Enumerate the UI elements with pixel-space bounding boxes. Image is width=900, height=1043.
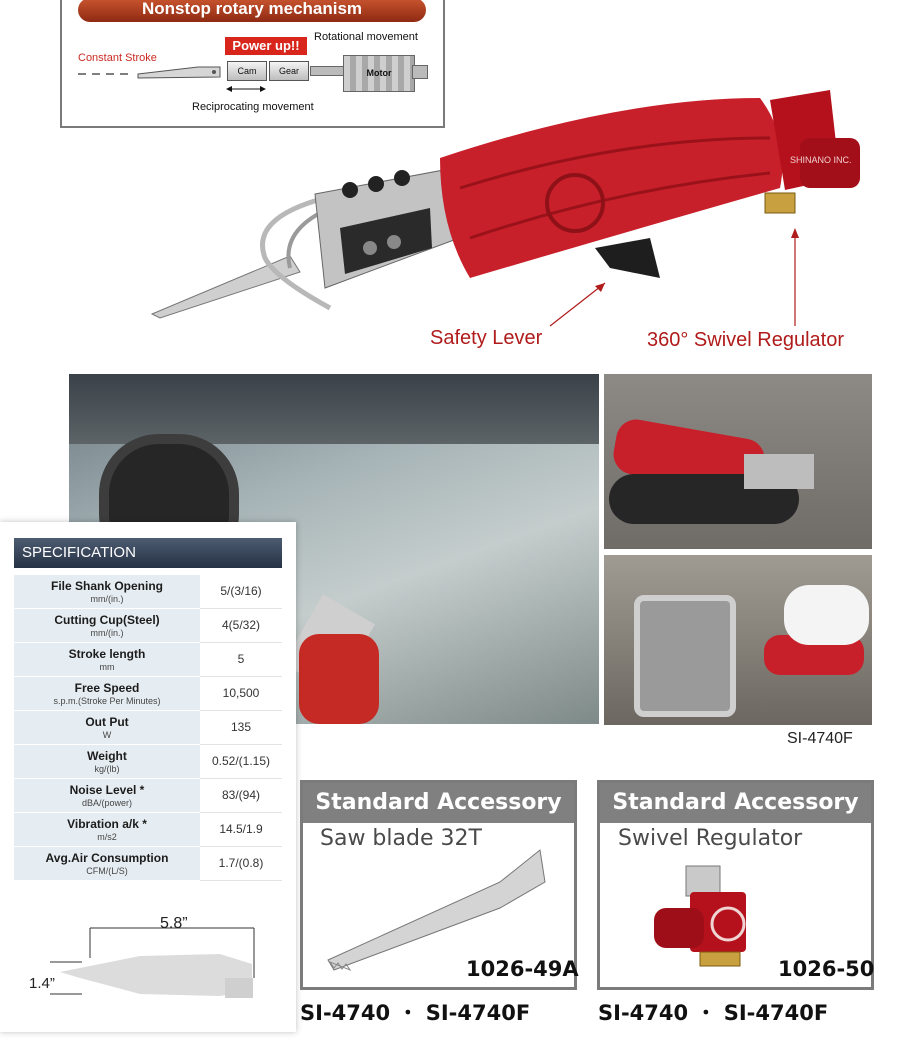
- spec-unit: dBA/(power): [81, 798, 133, 808]
- spec-value: 14.5/1.9: [200, 813, 282, 847]
- dimension-drawing: [20, 920, 270, 1015]
- accessory-heading: Standard Accessory: [303, 783, 574, 823]
- accessory-models: SI-4740 ・ SI-4740F: [300, 1001, 531, 1025]
- air-saw-tool-image: [140, 78, 880, 328]
- spec-row: [14, 745, 282, 779]
- spec-unit: mm: [99, 662, 115, 672]
- accessory-models: SI-4740 ・ SI-4740F: [598, 1001, 829, 1025]
- spec-value: 1.7/(0.8): [200, 847, 282, 881]
- spec-unit: mm/(in.): [90, 594, 124, 604]
- accessory-name: Saw blade 32T: [320, 826, 482, 851]
- spec-row: [14, 813, 282, 847]
- rotational-movement-label: Rotational movement: [314, 31, 418, 43]
- accessory-code: 1026-49A: [466, 957, 579, 981]
- motor-shaft: [310, 66, 346, 76]
- cam-box: Cam: [227, 61, 267, 81]
- saw-blade-image: [320, 842, 550, 972]
- model-caption: SI-4740F: [787, 730, 853, 747]
- swivel-regulator-label: 360° Swivel Regulator: [647, 329, 844, 351]
- safety-lever-label: Safety Lever: [430, 327, 543, 349]
- spec-row: [14, 711, 282, 745]
- power-up-badge: Power up!!: [225, 37, 307, 55]
- spec-name: Out Put: [85, 715, 129, 729]
- height-dimension: 1.4”: [29, 975, 55, 992]
- spec-unit: mm/(in.): [90, 628, 124, 638]
- spec-value: 5/(3/16): [200, 575, 282, 609]
- length-dimension: 5.8”: [160, 915, 188, 932]
- spec-row: [14, 779, 282, 813]
- swivel-regulator-image: [650, 862, 790, 982]
- spec-value: 4(5/32): [200, 609, 282, 643]
- spec-row: [14, 677, 282, 711]
- accessory-heading: Standard Accessory: [600, 783, 871, 823]
- reciprocating-movement-label: Reciprocating movement: [192, 101, 314, 113]
- spec-row: [14, 609, 282, 643]
- spec-name: Cutting Cup(Steel): [54, 613, 160, 627]
- motor-box: Motor: [343, 55, 415, 92]
- accessory-code: 1026-50: [778, 957, 875, 981]
- spec-unit: m/s2: [97, 832, 117, 842]
- spec-value: 135: [200, 711, 282, 745]
- spec-row: [14, 847, 282, 881]
- spec-name: Noise Level *: [69, 783, 145, 797]
- specification-header: SPECIFICATION: [14, 538, 282, 568]
- spec-name: Free Speed: [74, 681, 140, 695]
- gloved-hands-cutting-photo: [604, 555, 872, 725]
- gear-box: Gear: [269, 61, 309, 81]
- spec-unit: s.p.m.(Stroke Per Minutes): [53, 696, 161, 706]
- spec-name: File Shank Opening: [50, 579, 163, 593]
- spec-row: [14, 575, 282, 609]
- spec-name: Weight: [87, 749, 127, 763]
- mechanism-title: Nonstop rotary mechanism: [78, 0, 426, 22]
- spec-name: Avg.Air Consumption: [45, 851, 169, 865]
- accessory-name: Swivel Regulator: [618, 826, 803, 851]
- spec-name: Vibration a/k *: [67, 817, 147, 831]
- brand-text: SHINANO INC.: [790, 155, 852, 165]
- motor-end: [412, 65, 428, 79]
- spec-row: [14, 643, 282, 677]
- spec-value: 0.52/(1.15): [200, 745, 282, 779]
- spec-value: 83/(94): [200, 779, 282, 813]
- spec-unit: kg/(lb): [94, 764, 120, 774]
- constant-stroke-label: Constant Stroke: [78, 52, 157, 64]
- spec-unit: W: [102, 730, 112, 740]
- spec-value: 10,500: [200, 677, 282, 711]
- hand-held-tool-photo: [604, 374, 872, 549]
- spec-unit: CFM/(L/S): [86, 866, 128, 876]
- spec-name: Stroke length: [68, 647, 146, 661]
- spec-value: 5: [200, 643, 282, 677]
